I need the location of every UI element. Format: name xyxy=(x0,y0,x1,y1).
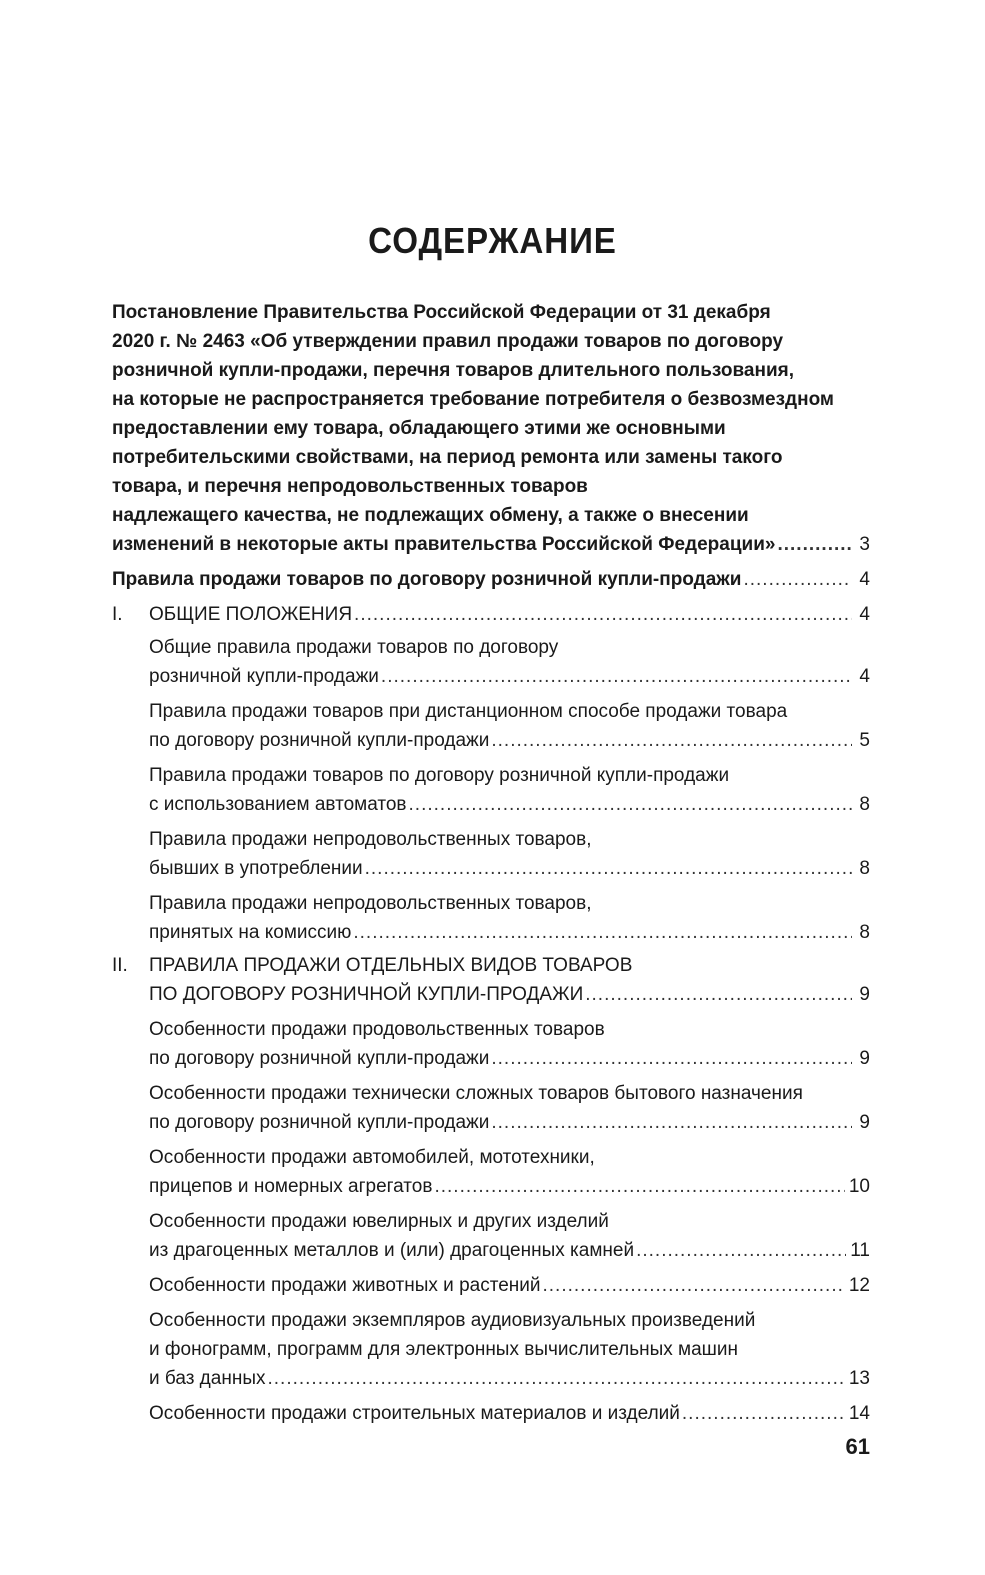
dot-leader xyxy=(743,565,852,594)
toc-entry xyxy=(149,697,870,755)
toc-line: Правила продажи товаров по договору розничной купли-продажи xyxy=(149,765,730,786)
toc-entry xyxy=(149,1143,870,1201)
toc-entry xyxy=(149,633,870,691)
toc-entry xyxy=(149,1306,870,1393)
dot-leader xyxy=(491,726,852,755)
toc-line: Особенности продажи строительных материалов и изделий xyxy=(149,1403,680,1424)
page-number: 61 xyxy=(845,1434,870,1459)
toc-line: Особенности продажи автомобилей, мототехники, xyxy=(149,1147,595,1168)
toc-line: розничной купли-продажи, перечня товаров длительного пользования, xyxy=(112,360,794,381)
page-ref: 8 xyxy=(859,922,870,943)
dot-leader xyxy=(491,1044,852,1073)
toc-section-2 xyxy=(112,951,870,1009)
toc-entry xyxy=(149,1079,870,1137)
dot-leader xyxy=(543,1271,845,1300)
section-number: I. xyxy=(112,604,123,625)
page-ref: 5 xyxy=(859,730,870,751)
dot-leader xyxy=(381,662,852,691)
toc-line: бывших в употреблении xyxy=(149,858,363,879)
toc-line: Особенности продажи ювелирных и других изделий xyxy=(149,1211,609,1232)
page-ref: 12 xyxy=(848,1275,870,1296)
toc-line: 2020 г. № 2463 «Об утверждении правил продажи товаров по договору xyxy=(112,331,784,352)
page-ref: 3 xyxy=(859,534,870,555)
toc-line: предоставлении ему товара, обладающего этими же основными xyxy=(112,418,726,439)
page-ref: 9 xyxy=(859,1048,870,1069)
toc-line: Правила продажи товаров при дистанционном способе продажи товара xyxy=(149,701,788,722)
page-ref: 4 xyxy=(859,569,870,590)
dot-leader xyxy=(365,854,852,883)
toc-entry xyxy=(149,1015,870,1073)
toc-line: Особенности продажи продовольственных товаров xyxy=(149,1019,605,1040)
section-1-items xyxy=(149,633,870,947)
section-number: II. xyxy=(112,955,128,976)
dot-leader xyxy=(353,918,852,947)
toc-line: Общие правила продажи товаров по договору xyxy=(149,637,559,658)
table-of-contents xyxy=(112,298,870,1428)
toc-line: Правила продажи непродовольственных товаров, xyxy=(149,893,592,914)
page-ref: 9 xyxy=(859,1112,870,1133)
toc-entry-rules xyxy=(112,565,870,594)
page-ref: 13 xyxy=(848,1368,870,1389)
page-ref: 11 xyxy=(850,1240,870,1261)
toc-line: и баз данных xyxy=(149,1368,266,1389)
toc-line: розничной купли-продажи xyxy=(149,666,379,687)
dot-leader xyxy=(636,1236,846,1265)
toc-entry xyxy=(149,1399,870,1428)
dot-leader xyxy=(585,980,852,1009)
toc-line: на которые не распространяется требование потребителя о безвозмездном xyxy=(112,389,834,410)
toc-entry xyxy=(149,1271,870,1300)
dot-leader xyxy=(354,600,852,629)
toc-line: товара, и перечня непродовольственных товаров xyxy=(112,476,588,497)
toc-line: Особенности продажи животных и растений xyxy=(149,1275,541,1296)
toc-line: надлежащего качества, не подлежащих обмену, а также о внесении xyxy=(112,505,749,526)
section-title: ПРАВИЛА ПРОДАЖИ ОТДЕЛЬНЫХ ВИДОВ ТОВАРОВ xyxy=(149,955,633,976)
page-ref: 10 xyxy=(848,1176,870,1197)
toc-entry-decree xyxy=(112,298,870,559)
toc-line: по договору розничной купли-продажи xyxy=(149,1112,490,1133)
toc-line: Постановление Правительства Российской Федерации от 31 декабря xyxy=(112,302,771,323)
toc-entry xyxy=(149,1207,870,1265)
dot-leader xyxy=(434,1172,844,1201)
page-ref: 8 xyxy=(859,794,870,815)
page-ref: 14 xyxy=(848,1403,870,1424)
toc-entry xyxy=(149,825,870,883)
toc-line: из драгоценных металлов и (или) драгоценных камней xyxy=(149,1240,635,1261)
toc-line: потребительскими свойствами, на период ремонта или замены такого xyxy=(112,447,783,468)
toc-entry-text: Правила продажи товаров по договору розничной купли-продажи xyxy=(112,569,742,590)
section-title: ОБЩИЕ ПОЛОЖЕНИЯ xyxy=(149,604,353,625)
section-title: ПО ДОГОВОРУ РОЗНИЧНОЙ КУПЛИ-ПРОДАЖИ xyxy=(149,984,584,1005)
page-ref: 8 xyxy=(859,858,870,879)
toc-line: Особенности продажи технически сложных товаров бытового назначения xyxy=(149,1083,803,1104)
toc-line: прицепов и номерных агрегатов xyxy=(149,1176,433,1197)
section-2-items xyxy=(149,1015,870,1428)
dot-leader xyxy=(409,790,852,819)
dot-leader xyxy=(682,1399,845,1428)
dot-leader xyxy=(777,530,852,559)
dot-leader xyxy=(267,1364,844,1393)
toc-line: с использованием автоматов xyxy=(149,794,407,815)
toc-line: Особенности продажи экземпляров аудиовизуальных произведений xyxy=(149,1310,756,1331)
toc-line: принятых на комиссию xyxy=(149,922,352,943)
page-ref: 4 xyxy=(859,666,870,687)
toc-section-1 xyxy=(112,600,870,629)
toc-entry xyxy=(149,761,870,819)
dot-leader xyxy=(491,1108,852,1137)
toc-line: по договору розничной купли-продажи xyxy=(149,1048,490,1069)
page-ref: 9 xyxy=(859,984,870,1005)
toc-entry xyxy=(149,889,870,947)
toc-line: и фонограмм, программ для электронных вычислительных машин xyxy=(149,1339,739,1360)
toc-line: изменений в некоторые акты правительства Российской Федерации» xyxy=(112,534,776,555)
page-ref: 4 xyxy=(859,604,870,625)
toc-line: Правила продажи непродовольственных товаров, xyxy=(149,829,592,850)
toc-line: по договору розничной купли-продажи xyxy=(149,730,490,751)
page-title: СОДЕРЖАНИЕ xyxy=(368,220,617,261)
